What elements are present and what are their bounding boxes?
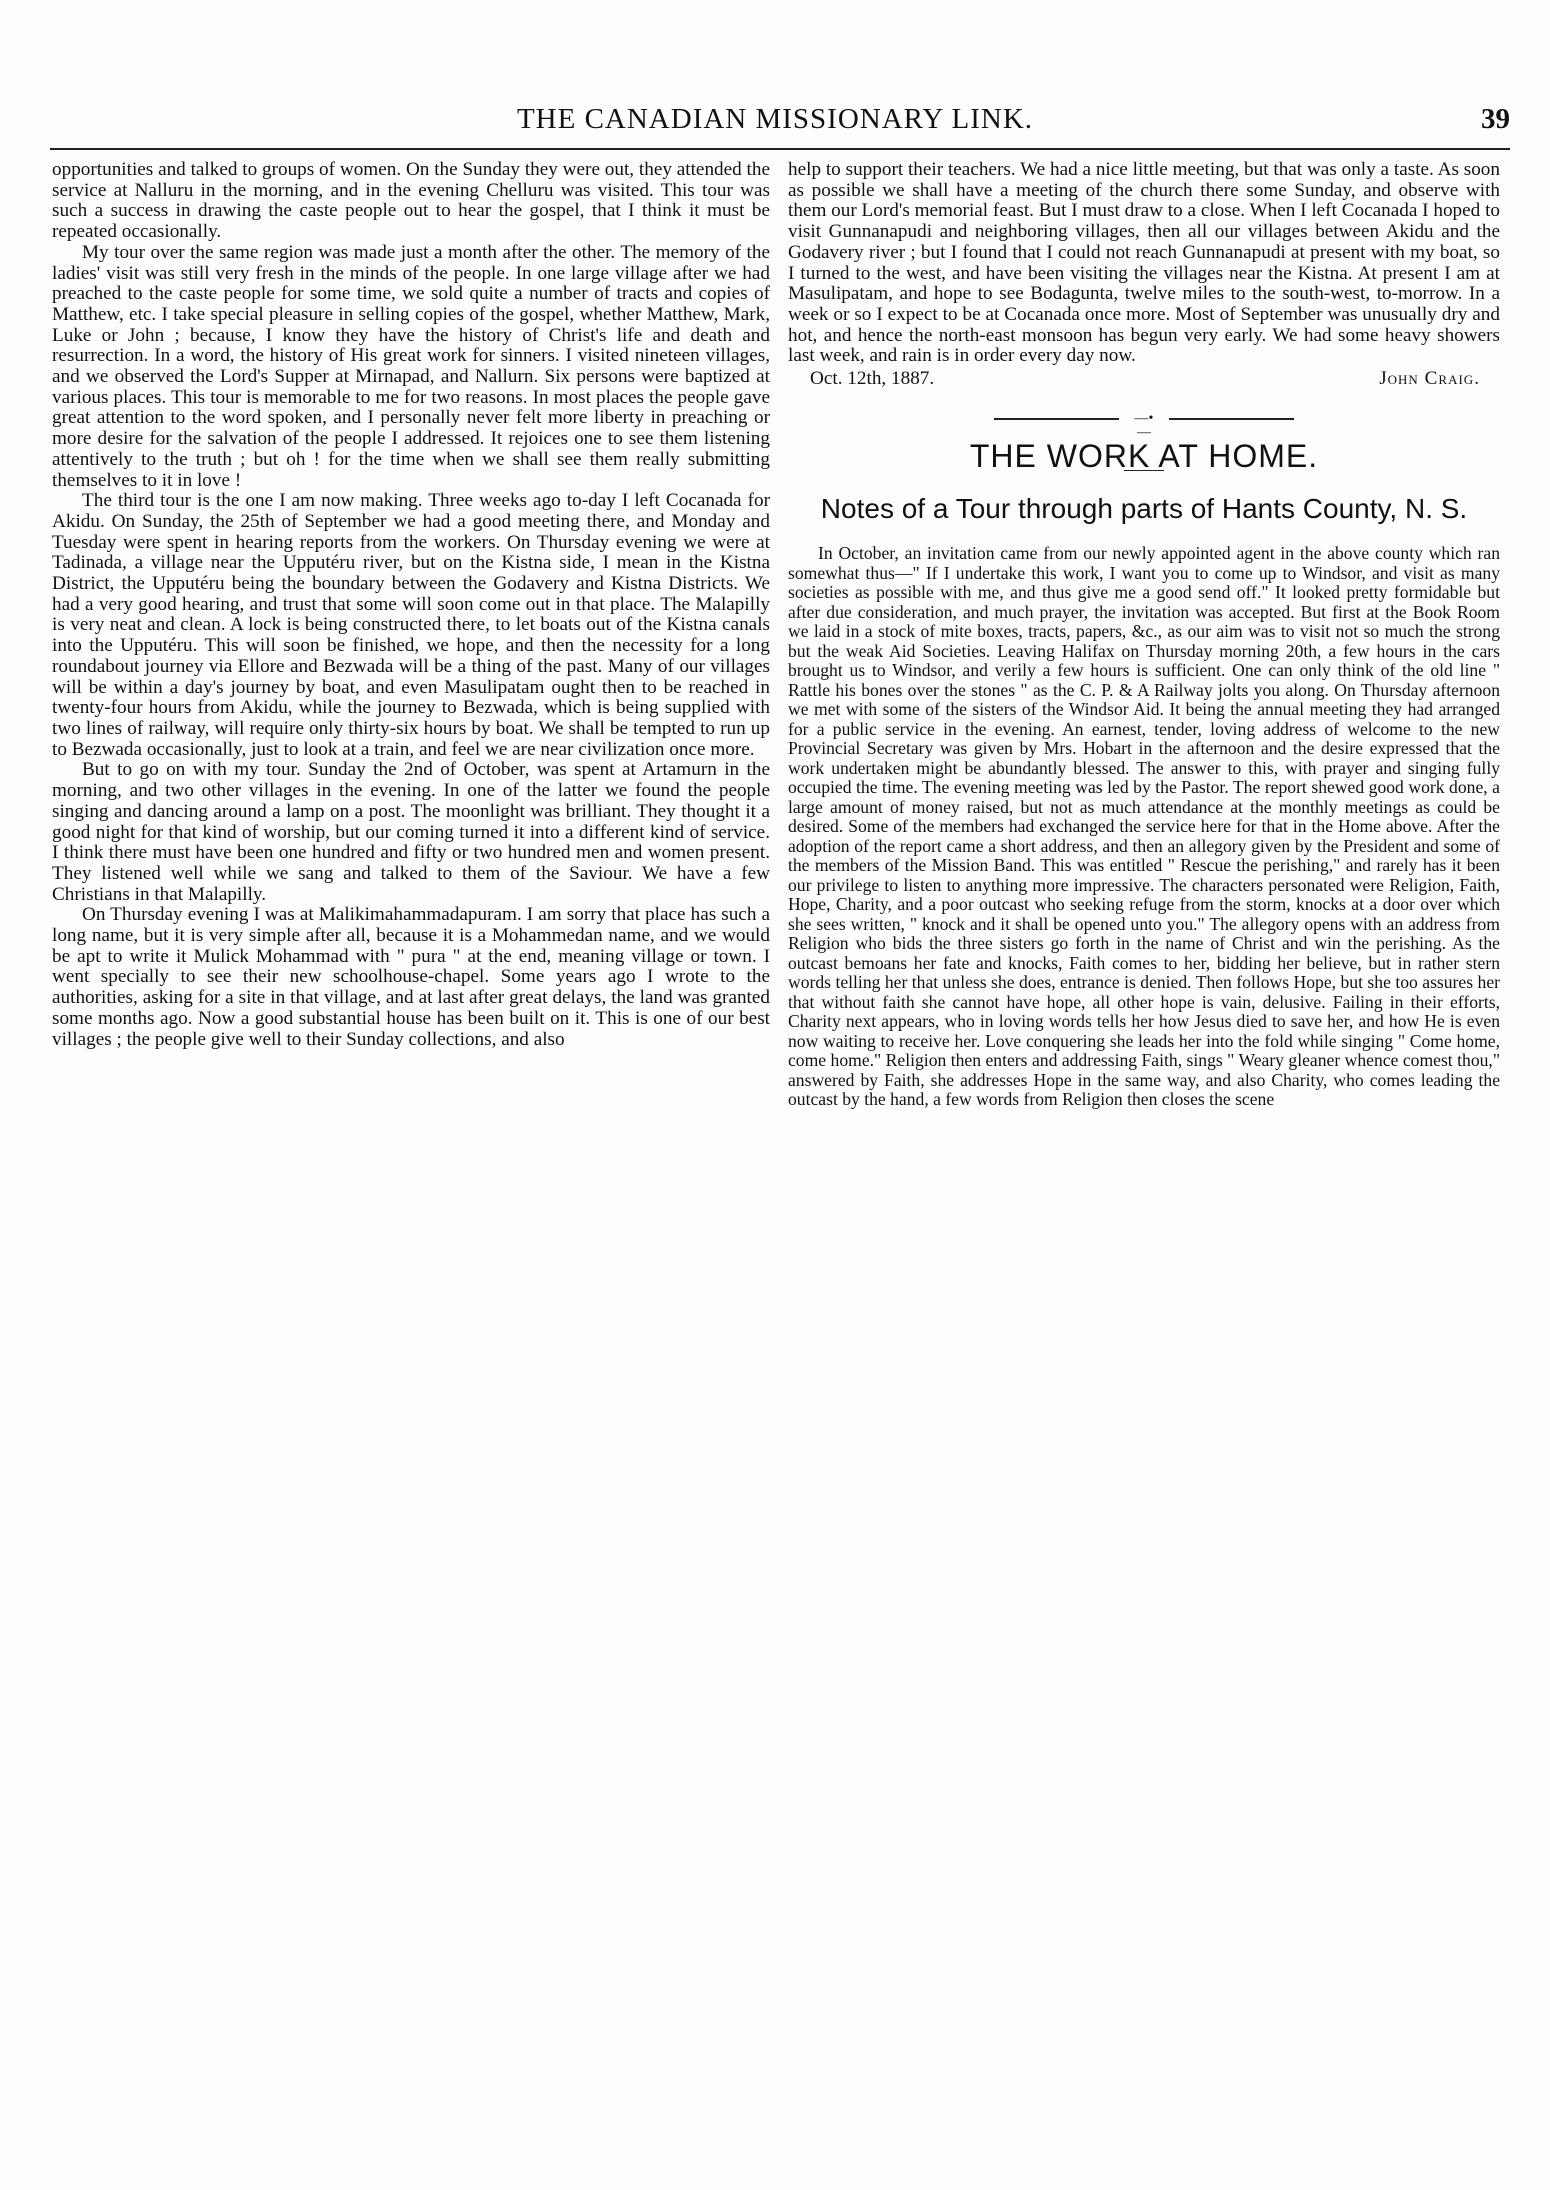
paragraph: help to support their teachers. We had a nice little meeting, but that was only a taste. As soon as possible we shall have a meeting of the church there some Sunday, and observe with them our Lord's memorial feast. But I must draw to a close. When I left Cocanada I hoped to visit Gunnanapudi and neighboring villages, then all our villages between Akidu and the Godavery river ; but I found that I could not reach Gunnanapudi at present with my boat, so I turned to the west, and have been visiting the villages near the Kistna. At present I am at Masulipatam, and hope to see Bodagunta, twelve miles to the south-west, to-morrow. In a week or so I expect to be at Cocanada once more. Most of September was unusually dry and hot, and hence the north-east monsoon has begun very early. We had some heavy showers last week, and rain is in order every day now. [788, 159, 1500, 367]
letter-signoff [788, 369, 1500, 390]
paragraph: My tour over the same region was made just a month after the other. The memory of the ladies' visit was still very fresh in the minds of the people. In one large village after we had preached to the caste people for some time, we sold quite a number of tracts and copies of Matthew, etc. I take special pleasure in selling copies of the gospel, whether Matthew, Mark, Luke or John ; because, I know they have the history of Christ's life and death and resurrection. In a word, the history of His great work for sinners. I visited nineteen villages, and we observed the Lord's Supper at Mirnapad, and Nallurn. Six persons were baptized at various places. This tour is memorable to me for two reasons. In most places the people gave great attention to the word spoken, and I personally never felt more liberty in preaching or more desire for the salvation of the people I addressed. It rejoices one to see them listening attentively to the truth ; but oh ! for the time when we shall see them really submitting themselves to it in love ! [52, 241, 770, 491]
divider-ornament: —•— [1134, 410, 1154, 440]
letter-signature: John Craig. [1379, 368, 1480, 390]
divider-line [994, 418, 1119, 420]
page-header [40, 103, 1510, 143]
page-number: 39 [1481, 103, 1510, 135]
article-title: Notes of a Tour through parts of Hants County, N. S. [820, 493, 1468, 525]
right-column [788, 160, 1500, 1110]
left-column [52, 160, 770, 1050]
paragraph: The third tour is the one I am now making. Three weeks ago to-day I left Cocanada for Akidu. On Sunday, the 25th of September we had a good meeting there, and Monday and Tuesday were spent in hearing reports from the workers. On Thursday evening we were at Tadinada, a village near the Upputéru river, but on the Kistna side, I mean in the Kistna District, the Upputéru being the boundary between the Godavery and Kistna Districts. We had a very good hearing, and trust that some will soon come out in that place. The Malapilly is very neat and clean. A lock is being constructed there, to let boats out of the Kistna canals into the Upputéru. This will soon be finished, we hope, and then the necessity for a long roundabout journey via Ellore and Bezwada will be a thing of the past. Many of our villages will be within a day's journey by boat, and even Masulipatam ought then to be reached in twenty-four hours from Akidu, while the journey to Bezwada, which is being supplied with two lines of railway, will require only thirty-six hours by boat. We shall be tempted to run up to Bezwada occasionally, just to look at a train, and feel we are near civilization once more. [52, 490, 770, 760]
paragraph: opportunities and talked to groups of women. On the Sunday they were out, they attended the service at Nalluru in the morning, and in the evening Chelluru was visited. This tour was such a success in drawing the caste people out to hear the gospel, that I think it must be repeated occasionally. [52, 159, 770, 243]
header-rule [50, 148, 1510, 150]
divider-line [1169, 418, 1294, 420]
paragraph: But to go on with my tour. Sunday the 2nd of October, was spent at Artamurn in the morning, and two other villages in the evening. In one of the latter we found the people singing and dancing around a lamp on a post. The moonlight was brilliant. They thought it a good night for that kind of worship, but our coming turned it into a different kind of service. I think there must have been one hundred and fifty or two hundred men and women present. They listened well while we sang and talked to them of the Saviour. We have a few Christians in that Malapilly. [52, 759, 770, 905]
running-title: THE CANADIAN MISSIONARY LINK. [516, 103, 1034, 135]
paragraph: On Thursday evening I was at Malikimahammadapuram. I am sorry that place has such a long name, but it is very simple after all, because it is a Mohammedan name, and we would be apt to write it Mulick Mohammad with " pura " at the end, meaning village or town. I went specially to see their new schoolhouse-chapel. Some years ago I wrote to the authorities, asking for a site in that village, and at last after great delays, the land was granted some months ago. Now a good substantial house has been built on it. This is one of our best villages ; the people give well to their Sunday collections, and also [52, 904, 770, 1050]
section-divider [994, 410, 1294, 440]
article-body: In October, an invitation came from our newly appointed agent in the above county which ran somewhat thus—" If I undertake this work, I want you to come up to Windsor, and visit as many societies as possible with me, and thus give me a good send off." It looked pretty formidable but after due consideration, and much prayer, the invitation was accepted. But first at the Book Room we laid in a stock of mite boxes, tracts, papers, &c., as our aim was to visit not so much the strong but the weak Aid Societies. Leaving Halifax on Thursday morning 20th, a few hours in the cars brought us to Windsor, and verily a few hours is sufficient. One can only think of the old line " Rattle his bones over the stones " as the C. P. & A Railway jolts you along. On Thursday afternoon we met with some of the sisters of the Windsor Aid. It being the annual meeting they had arranged for a public service in the evening. An earnest, tender, loving address of welcome to the new Provincial Secretary was given by Mrs. Hobart in the afternoon and the desire expressed that the work undertaken might be abundantly blessed. The answer to this, with prayer and singing fully occupied the time. The evening meeting was led by the Pastor. The report shewed good work done, a large amount of money raised, but not as much attendance at the monthly meetings as could be desired. Some of the members had exchanged the service here for that in the Home above. After the adoption of the report came a short address, and then an allegory given by the President and some of the members of the Mission Band. This was entitled " Rescue the perishing," and rarely has it been our privilege to listen to anything more impressive. The characters personated were Religion, Faith, Hope, Charity, and a poor outcast who seeking refuge from the storm, knocks at a door over which she sees written, " knock and it shall be opened unto you." The allegory opens with an address from Religion who bids the three sisters go forth in the name of Christ and win the perishing. As the outcast bemoans her fate and knocks, Faith comes to her, bidding her believe, but in rather stern words telling her that unless she does, entrance is denied. Then follows Hope, but she too assures her that without faith she cannot have hope, all other hope is vain, delusive. Failing in their efforts, Charity next appears, who in loving words tells her how Jesus died to save her, and how He is even now waiting to receive her. Love conquering she leads her into the fold while singing " Come home, come home." Religion then enters and addressing Faith, sings " Weary gleaner whence comest thou," answered by Faith, she addresses Hope in the same way, and also Charity, who comes leading the outcast by the hand, a few words from Religion then closes the scene [788, 543, 1500, 1110]
letter-date: Oct. 12th, 1887. [810, 368, 935, 390]
section-heading: THE WORK AT HOME. [969, 437, 1319, 474]
